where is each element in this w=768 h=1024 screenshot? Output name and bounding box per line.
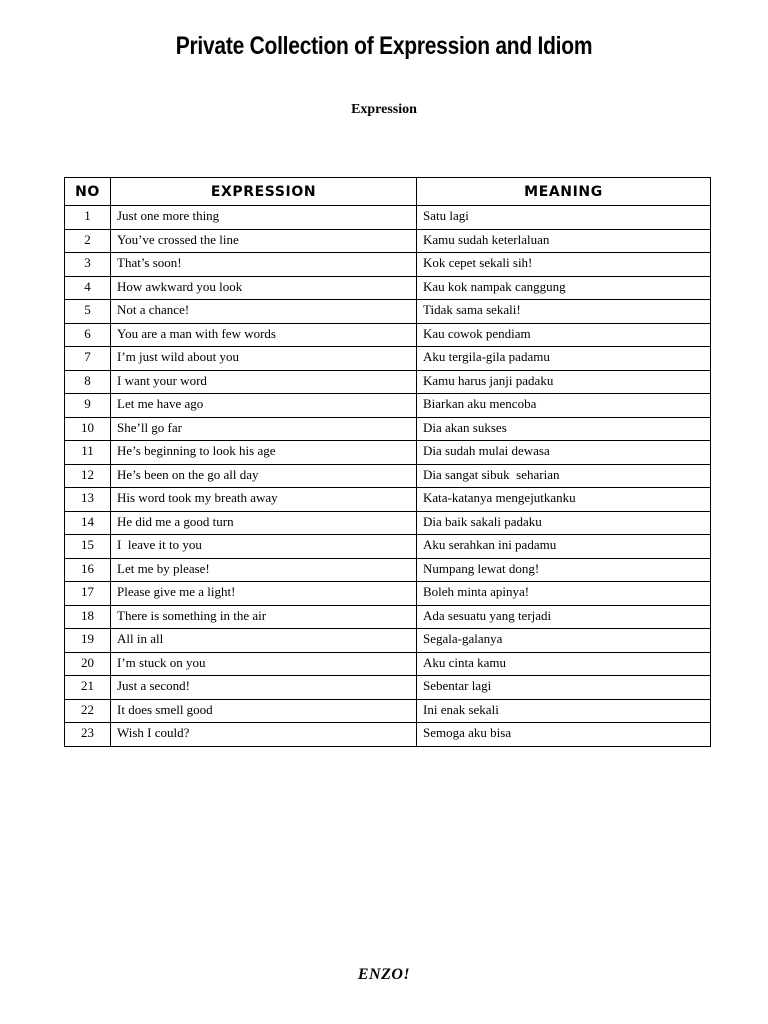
table-row	[65, 488, 711, 512]
row-expression: There is something in the air	[111, 605, 417, 629]
row-number: 14	[65, 511, 111, 535]
row-expression: She’ll go far	[111, 417, 417, 441]
row-number: 10	[65, 417, 111, 441]
table-row	[65, 511, 711, 535]
table-row	[65, 629, 711, 653]
row-number: 23	[65, 723, 111, 747]
row-number: 11	[65, 441, 111, 465]
row-meaning: Dia sangat sibuk seharian	[417, 464, 711, 488]
row-number: 15	[65, 535, 111, 559]
row-number: 17	[65, 582, 111, 606]
row-expression: Just one more thing	[111, 206, 417, 230]
row-meaning: Satu lagi	[417, 206, 711, 230]
row-expression: Let me by please!	[111, 558, 417, 582]
table-row	[65, 347, 711, 371]
row-meaning: Ada sesuatu yang terjadi	[417, 605, 711, 629]
expression-table	[64, 177, 711, 747]
row-expression: I’m just wild about you	[111, 347, 417, 371]
table-row	[65, 229, 711, 253]
table-row	[65, 441, 711, 465]
row-expression: I leave it to you	[111, 535, 417, 559]
row-number: 22	[65, 699, 111, 723]
row-number: 9	[65, 394, 111, 418]
row-meaning: Aku cinta kamu	[417, 652, 711, 676]
row-meaning: Aku tergila-gila padamu	[417, 347, 711, 371]
table-row	[65, 253, 711, 277]
table-row	[65, 464, 711, 488]
table-row	[65, 206, 711, 230]
row-meaning: Kau kok nampak canggung	[417, 276, 711, 300]
row-expression: That’s soon!	[111, 253, 417, 277]
row-meaning: Dia akan sukses	[417, 417, 711, 441]
row-expression: He’s been on the go all day	[111, 464, 417, 488]
table-row	[65, 652, 711, 676]
table-row	[65, 605, 711, 629]
header-no: NO	[65, 178, 111, 206]
row-expression: I’m stuck on you	[111, 652, 417, 676]
row-number: 20	[65, 652, 111, 676]
row-expression: You’ve crossed the line	[111, 229, 417, 253]
row-number: 12	[65, 464, 111, 488]
row-number: 21	[65, 676, 111, 700]
row-expression: His word took my breath away	[111, 488, 417, 512]
footer-signature: ENZO!	[357, 966, 411, 983]
row-meaning: Semoga aku bisa	[417, 723, 711, 747]
row-number: 13	[65, 488, 111, 512]
row-expression: Just a second!	[111, 676, 417, 700]
header-meaning: MEANING	[417, 178, 711, 206]
row-number: 19	[65, 629, 111, 653]
row-expression: Please give me a light!	[111, 582, 417, 606]
row-expression: He’s beginning to look his age	[111, 441, 417, 465]
table-row	[65, 276, 711, 300]
row-expression: He did me a good turn	[111, 511, 417, 535]
table-header-row	[65, 178, 711, 206]
row-meaning: Kata-katanya mengejutkanku	[417, 488, 711, 512]
row-expression: You are a man with few words	[111, 323, 417, 347]
row-meaning: Kok cepet sekali sih!	[417, 253, 711, 277]
row-number: 2	[65, 229, 111, 253]
table-row	[65, 723, 711, 747]
row-meaning: Sebentar lagi	[417, 676, 711, 700]
row-number: 5	[65, 300, 111, 324]
row-expression: I want your word	[111, 370, 417, 394]
table-row	[65, 699, 711, 723]
row-meaning: Kau cowok pendiam	[417, 323, 711, 347]
table-row	[65, 323, 711, 347]
table-row	[65, 676, 711, 700]
row-number: 16	[65, 558, 111, 582]
row-expression: It does smell good	[111, 699, 417, 723]
table-row	[65, 535, 711, 559]
table-row	[65, 394, 711, 418]
row-meaning: Aku serahkan ini padamu	[417, 535, 711, 559]
row-number: 18	[65, 605, 111, 629]
row-meaning: Ini enak sekali	[417, 699, 711, 723]
section-subtitle: Expression	[351, 102, 417, 117]
row-meaning: Dia sudah mulai dewasa	[417, 441, 711, 465]
row-expression: How awkward you look	[111, 276, 417, 300]
table-row	[65, 417, 711, 441]
row-meaning: Kamu sudah keterlaluan	[417, 229, 711, 253]
row-expression: All in all	[111, 629, 417, 653]
row-number: 1	[65, 206, 111, 230]
table-row	[65, 582, 711, 606]
row-meaning: Kamu harus janji padaku	[417, 370, 711, 394]
table-body	[65, 206, 711, 747]
table-row	[65, 300, 711, 324]
table-row	[65, 370, 711, 394]
row-meaning: Numpang lewat dong!	[417, 558, 711, 582]
header-expression: EXPRESSION	[111, 178, 417, 206]
table-row	[65, 558, 711, 582]
row-number: 7	[65, 347, 111, 371]
row-number: 6	[65, 323, 111, 347]
row-meaning: Biarkan aku mencoba	[417, 394, 711, 418]
row-number: 8	[65, 370, 111, 394]
row-meaning: Dia baik sakali padaku	[417, 511, 711, 535]
page-title: Private Collection of Expression and Idiom	[175, 32, 593, 60]
row-meaning: Boleh minta apinya!	[417, 582, 711, 606]
row-number: 4	[65, 276, 111, 300]
row-expression: Let me have ago	[111, 394, 417, 418]
row-expression: Not a chance!	[111, 300, 417, 324]
row-meaning: Segala-galanya	[417, 629, 711, 653]
row-meaning: Tidak sama sekali!	[417, 300, 711, 324]
row-expression: Wish I could?	[111, 723, 417, 747]
row-number: 3	[65, 253, 111, 277]
